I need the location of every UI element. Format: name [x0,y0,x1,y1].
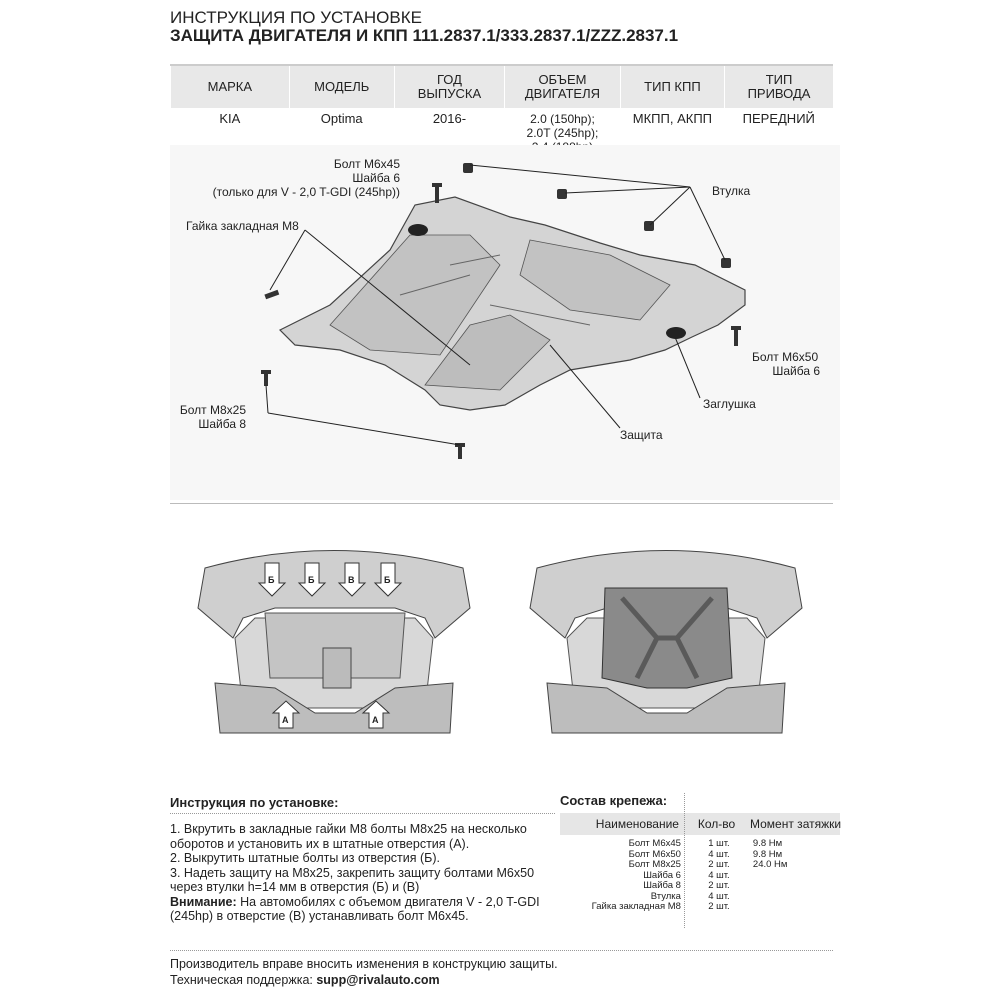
fastener-name: Втулка [650,890,681,902]
fasteners-col-divider [684,793,685,928]
spec-table [170,66,833,155]
bushing-2 [557,189,567,199]
plug-right [666,327,686,339]
bolt-m6x45 [435,185,439,203]
label-washer8: Шайба 8 [198,417,246,431]
bushing-4 [721,258,731,268]
fastener-torque: 24.0 Нм [752,859,788,870]
col-year: ГОД ВЫПУСКА [394,66,504,108]
cell-drive: ПЕРЕДНИЙ [742,111,815,126]
support-label: Техническая поддержка: [170,973,317,987]
fastener-row [560,860,840,871]
bushing-1 [463,163,473,173]
bolt-m8x25-right [458,445,462,459]
fastener-name: Болт М6х50 [628,848,681,860]
cell-engine: 2.0 (150hp); 2.0T (245hp); [526,112,599,140]
fastener-qty: 4 шт. [708,848,730,860]
marker-a-1: А [282,715,289,725]
warning-label: Внимание: [170,894,237,909]
fastener-torque [749,871,840,882]
fastener-row [560,839,840,850]
plug-left [408,224,428,236]
instructions-steps [170,822,550,924]
fasteners-rows [560,835,840,913]
label-nut-m8: Гайка закладная М8 [186,219,299,233]
fcol-torque: Момент затяжки [750,817,842,831]
label-guard: Защита [620,428,663,442]
footer-note: Производитель вправе вносить изменения в конструкцию защиты. [170,957,558,971]
marker-b-1: Б [268,575,275,585]
cell-year: 2016- [432,111,467,126]
fastener-torque [749,881,840,892]
step-2: 2. Выкрутить штатные болты из отверстия (Б). [170,851,441,865]
step-1: 1. Вкрутить в закладные гайки М8 болты М8х25 на несколько оборотов и установить их в штатные отверстия (А). [170,822,527,851]
fastener-row [560,902,840,913]
label-washer6-b: Шайба 6 [772,364,820,378]
spec-header-row [171,66,834,108]
fastener-torque [749,892,840,903]
instructions-heading: Инструкция по установке: [170,795,339,810]
bolt-m8x25-left-head [261,370,271,374]
cell-brand: KIA [219,111,241,126]
footer [170,956,558,988]
fastener-torque: 9.8 Нм [752,848,783,860]
bolt-m6x50-head [731,326,741,330]
doc-title: ИНСТРУКЦИЯ ПО УСТАНОВКЕ [170,8,422,27]
footer-support [170,972,558,988]
warning [170,895,550,924]
fastener-qty: 1 шт. [708,838,730,849]
marker-b-2: Б [308,575,315,585]
step-3: 3. Надеть защиту на М8х25, закрепить защиту болтами М6х50 через втулки h=14 мм в отверстия (Б) и (В) [170,865,535,894]
bolt-m8x25-left [264,372,268,386]
marker-b-3: Б [384,575,391,585]
fastener-qty: 4 шт. [708,869,730,881]
support-email[interactable]: supp@rivalauto.com [316,973,440,987]
label-only-for: (только для V - 2,0 T-GDI (245hp)) [212,185,400,199]
fastener-row [560,871,840,882]
underbody-before-image [195,538,473,763]
table-top-rule [170,64,833,66]
label-bushing: Втулка [712,184,751,198]
fastener-name: Гайка закладная М8 [591,901,681,912]
fasteners-heading: Состав крепежа: [560,793,668,808]
label-washer6-a: Шайба 6 [352,171,400,185]
fastener-row [560,850,840,861]
fastener-qty: 2 шт. [708,901,730,912]
col-gearbox: ТИП КПП [620,66,724,108]
bolt-m6x45-head [432,183,442,187]
marker-v: В [348,575,355,585]
fastener-name: Шайба 6 [643,869,681,881]
section-divider [170,503,833,504]
bolt-m6x50 [734,328,738,346]
instructions-rule [170,813,555,814]
cell-model: Optima [320,111,363,126]
fastener-name: Болт М8х25 [628,859,681,870]
col-drive: ТИП ПРИВОДА [725,66,833,108]
fcol-qty: Кол-во [697,817,736,831]
label-bolt-m6x45: Болт М6х45 [333,157,400,171]
warning-text: На автомобилях с объемом двигателя V - 2,0 T-GDI (245hp) в отверстие (В) устанавливать болт М6х45. [170,894,540,923]
label-bolt-m8x25: Болт М8х25 [179,403,246,417]
col-model: МОДЕЛЬ [289,66,394,108]
fasteners-header-row [560,813,840,835]
fastener-qty: 2 шт. [708,880,730,891]
fcol-name: Наименование [595,817,679,831]
fastener-qty: 2 шт. [708,859,730,870]
label-plug: Заглушка [703,397,756,411]
fastener-name: Шайба 8 [643,880,681,891]
doc-subtitle: ЗАЩИТА ДВИГАТЕЛЯ И КПП 111.2837.1/333.2837.1/ZZZ.2837.1 [170,26,679,45]
col-brand: МАРКА [171,66,290,108]
fastener-row [560,881,840,892]
footer-rule [170,950,833,951]
fastener-torque [749,902,840,913]
fasteners-table [560,793,840,913]
fastener-torque: 9.8 Нм [752,838,783,849]
fastener-qty: 4 шт. [708,890,730,902]
marker-a-2: А [372,715,379,725]
col-engine: ОБЪЕМ ДВИГАТЕЛЯ [505,66,621,108]
underbody-after-image [527,538,805,763]
fastener-name: Болт М6х45 [628,838,681,849]
cell-gearbox: МКПП, АКПП [632,111,713,126]
label-bolt-m6x50: Болт М6х50 [752,350,819,364]
